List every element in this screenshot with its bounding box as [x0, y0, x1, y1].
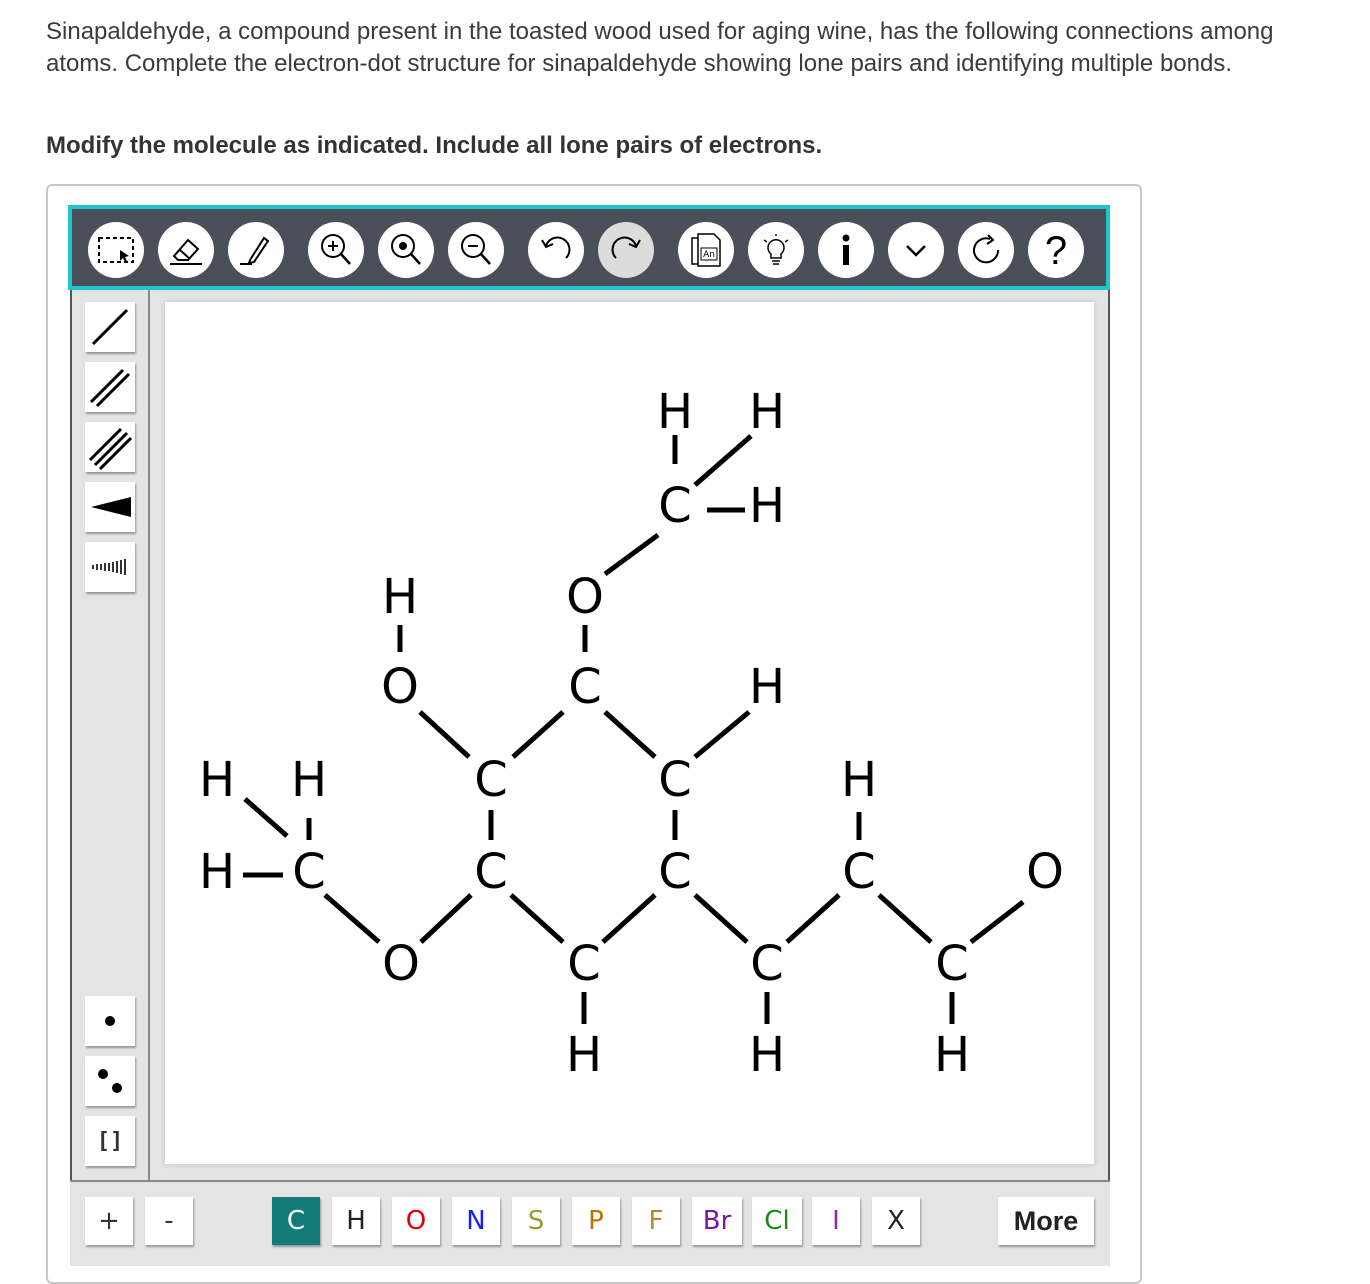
help-icon: [1036, 230, 1076, 270]
triple-bond-icon: [87, 424, 133, 470]
bond[interactable]: [605, 712, 655, 757]
element-o-button[interactable]: O: [392, 1197, 440, 1245]
atom-label[interactable]: H: [198, 844, 236, 900]
bond[interactable]: [421, 895, 471, 942]
zoom-in-icon: [316, 230, 356, 270]
atom-label[interactable]: H: [748, 659, 786, 715]
redo-button[interactable]: [598, 222, 654, 278]
zoom-out-icon: [456, 230, 496, 270]
radical-icon: [87, 998, 133, 1044]
element-c-button[interactable]: C: [272, 1197, 320, 1245]
wedge-bond-button[interactable]: [85, 482, 135, 532]
wedge-bond-icon: [87, 484, 133, 530]
templates-label: An: [703, 250, 715, 260]
refresh-icon: [966, 230, 1006, 270]
instruction-text: Modify the molecule as indicated. Include all lone pairs of electrons.: [46, 132, 823, 159]
bond[interactable]: [513, 712, 563, 757]
double-bond-icon: [87, 364, 133, 410]
templates-button[interactable]: [678, 222, 734, 278]
atom-label[interactable]: H: [290, 752, 328, 808]
element-cl-button[interactable]: Cl: [752, 1197, 802, 1245]
expand-button[interactable]: [888, 222, 944, 278]
bond[interactable]: [879, 895, 931, 942]
bond[interactable]: [245, 799, 287, 836]
bond[interactable]: [605, 535, 658, 574]
single-bond-icon: [87, 304, 133, 350]
element-br-button[interactable]: Br: [692, 1197, 742, 1245]
bracket-button[interactable]: [85, 1116, 135, 1166]
bond[interactable]: [695, 895, 747, 942]
draw-button[interactable]: [228, 222, 284, 278]
atom-label[interactable]: C: [474, 752, 508, 808]
double-bond-button[interactable]: [85, 362, 135, 412]
hint-button[interactable]: [748, 222, 804, 278]
atom-label[interactable]: C: [568, 659, 602, 715]
info-icon: [826, 230, 866, 270]
element-i-button[interactable]: I: [812, 1197, 860, 1245]
templates-icon: [686, 230, 726, 270]
eraser-button[interactable]: [158, 222, 214, 278]
zoom-out-button[interactable]: [448, 222, 504, 278]
atom-label[interactable]: H: [748, 384, 786, 440]
bond[interactable]: [325, 895, 379, 942]
bond[interactable]: [603, 895, 655, 942]
zoom-in-button[interactable]: [308, 222, 364, 278]
refresh-button[interactable]: [958, 222, 1014, 278]
chevron-down-icon: [896, 230, 936, 270]
element-f-button[interactable]: F: [632, 1197, 680, 1245]
atom-label[interactable]: C: [750, 936, 784, 992]
bonds: [243, 435, 1023, 1024]
minus-charge-button[interactable]: -: [145, 1197, 193, 1245]
atom-label[interactable]: H: [840, 752, 878, 808]
hash-bond-button[interactable]: [85, 542, 135, 592]
element-x-button[interactable]: X: [872, 1197, 920, 1245]
bond[interactable]: [511, 895, 563, 942]
atom-label[interactable]: O: [381, 659, 419, 715]
bracket-icon: []: [96, 1128, 124, 1154]
help-label: ?: [1044, 230, 1068, 270]
atom-label[interactable]: C: [567, 936, 601, 992]
atom-label[interactable]: C: [474, 844, 508, 900]
lone-pair-icon: [87, 1058, 133, 1104]
zoom-reset-button[interactable]: [378, 222, 434, 278]
more-elements-button[interactable]: More: [998, 1197, 1094, 1245]
element-h-button[interactable]: H: [332, 1197, 380, 1245]
lone-pair-button[interactable]: [85, 1056, 135, 1106]
help-button[interactable]: [1028, 222, 1084, 278]
sidebar-divider: [148, 290, 150, 1182]
triple-bond-button[interactable]: [85, 422, 135, 472]
atom-label[interactable]: C: [292, 844, 326, 900]
bond[interactable]: [695, 436, 751, 485]
hash-bond-icon: [87, 544, 133, 590]
atom-label[interactable]: C: [842, 844, 876, 900]
atom-label[interactable]: C: [658, 844, 692, 900]
bond[interactable]: [787, 895, 839, 942]
atom-label[interactable]: C: [658, 752, 692, 808]
bond[interactable]: [695, 712, 749, 757]
atom-label[interactable]: H: [565, 1027, 603, 1083]
undo-icon: [536, 230, 576, 270]
bond[interactable]: [971, 902, 1023, 942]
radical-button[interactable]: [85, 996, 135, 1046]
select-icon: [96, 230, 136, 270]
atom-label[interactable]: H: [748, 478, 786, 534]
bond[interactable]: [420, 712, 469, 757]
zoom-reset-icon: [386, 230, 426, 270]
atom-label[interactable]: C: [658, 478, 692, 534]
eraser-icon: [166, 230, 206, 270]
undo-button[interactable]: [528, 222, 584, 278]
element-p-button[interactable]: P: [572, 1197, 620, 1245]
atom-label[interactable]: O: [566, 569, 604, 625]
toolbar: [68, 205, 1110, 290]
atom-label[interactable]: H: [381, 569, 419, 625]
plus-charge-button[interactable]: +: [85, 1197, 133, 1245]
redo-icon: [606, 230, 646, 270]
atom-label[interactable]: H: [656, 384, 694, 440]
atom-label[interactable]: C: [935, 936, 969, 992]
drawing-canvas[interactable]: [165, 302, 1094, 1164]
element-s-button[interactable]: S: [512, 1197, 560, 1245]
atom-label[interactable]: O: [382, 936, 420, 992]
atom-label[interactable]: H: [933, 1027, 971, 1083]
single-bond-button[interactable]: [85, 302, 135, 352]
question-text: Sinapaldehyde, a compound present in the toasted wood used for aging wine, has the following connections among atoms. Complete the electron-dot structure for sinapaldehyde showing lone pairs and identifying multiple bonds.: [46, 18, 1274, 77]
draw-icon: [236, 230, 276, 270]
atom-label[interactable]: H: [198, 752, 236, 808]
molecule-drawing: [165, 302, 1094, 1164]
select-tool-button[interactable]: [88, 222, 144, 278]
info-button[interactable]: [818, 222, 874, 278]
atom-label[interactable]: O: [1026, 844, 1064, 900]
element-n-button[interactable]: N: [452, 1197, 500, 1245]
hint-icon: [756, 230, 796, 270]
atom-label[interactable]: H: [748, 1027, 786, 1083]
